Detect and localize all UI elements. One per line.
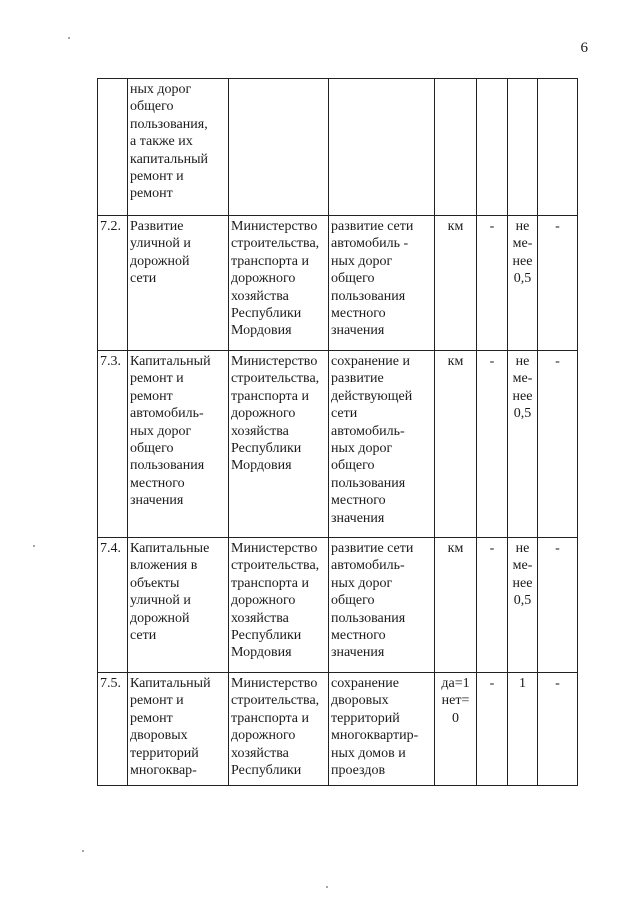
base-value-cell: - [477, 216, 508, 351]
row-number-cell: 7.5. [98, 673, 128, 786]
executor-cell: Министерство строительства, транспорта и дорожного хозяйства Республики Мордовия [229, 538, 329, 673]
target-value-cell: не ме- нее 0,5 [508, 538, 538, 673]
unit-cell: км [435, 538, 477, 673]
unit-cell: да=1 нет= 0 [435, 673, 477, 786]
table-row [98, 538, 578, 673]
scan-speck [326, 886, 328, 888]
table-row [98, 216, 578, 351]
last-value-cell: - [538, 351, 578, 538]
unit-cell: км [435, 351, 477, 538]
measure-name-cell: Капитальный ремонт и ремонт автомобиль- ных дорог общего пользования местного значения [128, 351, 229, 538]
base-value-cell: - [477, 673, 508, 786]
last-value-cell [538, 79, 578, 216]
executor-cell: Министерство строительства, транспорта и дорожного хозяйства Республики [229, 673, 329, 786]
target-value-cell [508, 79, 538, 216]
executor-cell: Министерство строительства, транспорта и дорожного хозяйства Республики Мордовия [229, 216, 329, 351]
last-value-cell: - [538, 538, 578, 673]
target-value-cell: 1 [508, 673, 538, 786]
measure-name-cell: Развитие уличной и дорожной сети [128, 216, 229, 351]
row-number-cell: 7.4. [98, 538, 128, 673]
last-value-cell: - [538, 673, 578, 786]
base-value-cell [477, 79, 508, 216]
measure-name-cell: Капитальные вложения в объекты уличной и дорожной сети [128, 538, 229, 673]
executor-cell: Министерство строительства, транспорта и дорожного хозяйства Республики Мордовия [229, 351, 329, 538]
purpose-cell: сохранение дворовых территорий многоквартир- ных домов и проездов [329, 673, 435, 786]
row-number-cell: 7.3. [98, 351, 128, 538]
measure-name-cell: Капитальный ремонт и ремонт дворовых территорий многоквар- [128, 673, 229, 786]
row-number-cell: 7.2. [98, 216, 128, 351]
purpose-cell: сохранение и развитие действующей сети автомобиль- ных дорог общего пользования местного значения [329, 351, 435, 538]
table-row [98, 673, 578, 786]
purpose-cell: развитие сети автомобиль- ных дорог общего пользования местного значения [329, 538, 435, 673]
program-table [97, 78, 578, 786]
purpose-cell [329, 79, 435, 216]
scan-speck [82, 850, 84, 852]
unit-cell [435, 79, 477, 216]
page-number: 6 [580, 40, 588, 56]
measure-name-cell: ных дорог общего пользования, а также их капитальный ремонт и ремонт [128, 79, 229, 216]
last-value-cell: - [538, 216, 578, 351]
target-value-cell: не ме- нее 0,5 [508, 216, 538, 351]
unit-cell: км [435, 216, 477, 351]
target-value-cell: не ме- нее 0,5 [508, 351, 538, 538]
scan-speck [33, 545, 35, 547]
row-number-cell [98, 79, 128, 216]
table-row [98, 79, 578, 216]
scan-speck [68, 37, 70, 39]
purpose-cell: развитие сети автомобиль - ных дорог общего пользования местного значения [329, 216, 435, 351]
table-row [98, 351, 578, 538]
executor-cell [229, 79, 329, 216]
base-value-cell: - [477, 351, 508, 538]
base-value-cell: - [477, 538, 508, 673]
